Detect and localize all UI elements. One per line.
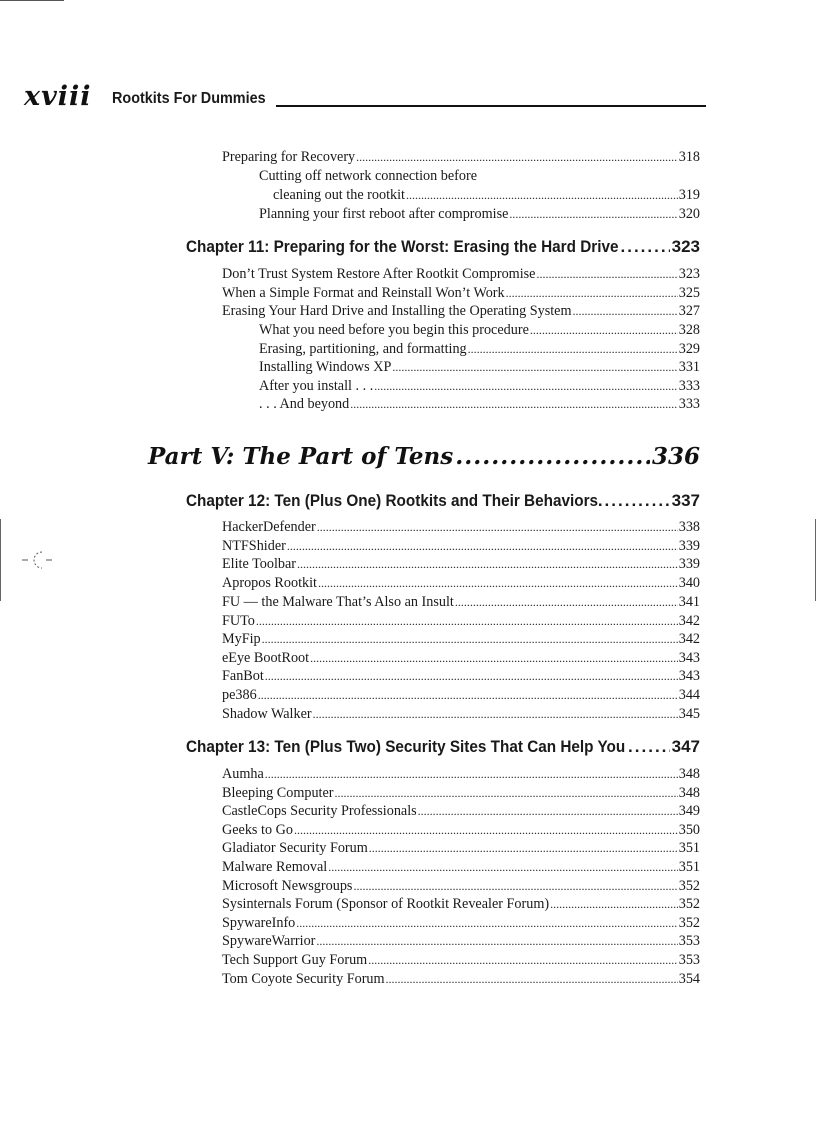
leader-dots xyxy=(550,895,678,913)
entry-title: NTFShider xyxy=(222,538,286,554)
leader-dots xyxy=(297,555,678,573)
entry-page: 353 xyxy=(678,952,700,968)
entry-page: 325 xyxy=(678,285,700,301)
entry-title: . . . And beyond xyxy=(259,396,350,412)
toc-entry[interactable] xyxy=(222,667,700,685)
toc-entry[interactable] xyxy=(273,186,700,204)
entry-page: 341 xyxy=(678,594,700,610)
registration-mark-icon xyxy=(22,548,66,572)
entry-title: After you install . . . xyxy=(259,378,374,394)
toc-entry[interactable] xyxy=(222,877,700,895)
header-rule xyxy=(276,105,706,107)
entry-title: CastleCops Security Professionals xyxy=(222,803,417,819)
toc-entry[interactable] xyxy=(259,358,700,376)
leader-dots xyxy=(468,340,678,358)
leader-dots xyxy=(509,205,677,223)
entry-title: Cutting off network connection before xyxy=(259,168,478,184)
entry-page: 344 xyxy=(678,687,700,703)
entry-page: 338 xyxy=(678,519,700,535)
entry-page: 339 xyxy=(678,556,700,572)
leader-dots xyxy=(406,186,678,204)
toc-entry xyxy=(259,167,700,185)
leader-dots xyxy=(368,951,678,969)
entry-title: Bleeping Computer xyxy=(222,785,334,801)
toc-entry[interactable] xyxy=(222,970,700,988)
entry-title: pe386 xyxy=(222,687,257,703)
entry-page: 348 xyxy=(678,766,700,782)
toc-entry[interactable] xyxy=(222,284,700,302)
crop-mark-top xyxy=(0,0,64,1)
entry-page: 339 xyxy=(678,538,700,554)
entry-title: FUTo xyxy=(222,613,255,629)
toc-entry[interactable] xyxy=(259,321,700,339)
entry-title: FU — the Malware That’s Also an Insult xyxy=(222,594,454,610)
toc-entry[interactable] xyxy=(222,265,700,283)
toc-entry[interactable] xyxy=(222,302,700,320)
entry-page: 348 xyxy=(678,785,700,801)
leader-dots xyxy=(418,802,678,820)
toc-entry[interactable] xyxy=(222,951,700,969)
entry-title: Microsoft Newsgroups xyxy=(222,878,353,894)
entry-title: When a Simple Format and Reinstall Won’t Work xyxy=(222,285,505,301)
leader-dots xyxy=(350,395,677,413)
toc-entry[interactable] xyxy=(222,649,700,667)
leader-dots xyxy=(317,518,678,536)
entry-title: SpywareWarrior xyxy=(222,933,316,949)
leader-dots xyxy=(621,236,670,258)
toc-entry[interactable] xyxy=(222,612,700,630)
chapter-11-heading[interactable] xyxy=(186,236,700,258)
chapter-title: Chapter 12: Ten (Plus One) Rootkits and Their Behaviors xyxy=(186,491,599,510)
leader-dots xyxy=(265,667,678,685)
leader-dots xyxy=(310,649,678,667)
entry-page: 320 xyxy=(678,206,700,222)
entry-title: SpywareInfo xyxy=(222,915,296,931)
leader-dots xyxy=(294,821,678,839)
leader-dots xyxy=(335,784,678,802)
toc-entry[interactable] xyxy=(222,705,700,723)
page-header xyxy=(24,82,706,112)
leader-dots xyxy=(628,736,670,758)
entry-page: 343 xyxy=(678,650,700,666)
part-title: Part V: The Part of Tens xyxy=(148,443,454,470)
leader-dots xyxy=(386,970,678,988)
leader-dots xyxy=(318,574,678,592)
entry-title: Gladiator Security Forum xyxy=(222,840,368,856)
entry-page: 327 xyxy=(678,303,700,319)
entry-page: 352 xyxy=(678,878,700,894)
entry-title: Tom Coyote Security Forum xyxy=(222,971,385,987)
leader-dots xyxy=(265,765,678,783)
leader-dots xyxy=(258,686,678,704)
entry-page: 353 xyxy=(678,933,700,949)
toc-entry[interactable] xyxy=(222,839,700,857)
entry-page: 343 xyxy=(678,668,700,684)
toc-entry[interactable] xyxy=(222,537,700,555)
toc-entry[interactable] xyxy=(222,821,700,839)
leader-dots xyxy=(369,839,678,857)
entry-page: 351 xyxy=(678,840,700,856)
entry-page: 352 xyxy=(678,896,700,912)
chapter-page: 337 xyxy=(671,491,700,510)
part-5-heading[interactable] xyxy=(148,442,700,472)
entry-title: eEye BootRoot xyxy=(222,650,310,666)
entry-page: 351 xyxy=(678,859,700,875)
leader-dots xyxy=(536,265,677,283)
leader-dots xyxy=(573,302,678,320)
entry-title: HackerDefender xyxy=(222,519,316,535)
entry-page: 342 xyxy=(678,631,700,647)
chapter-title: Chapter 11: Preparing for the Worst: Erasing the Hard Drive xyxy=(186,237,619,256)
chapter-page: 323 xyxy=(671,237,700,256)
entry-page: 323 xyxy=(678,266,700,282)
part-page: 336 xyxy=(651,443,700,470)
leader-dots xyxy=(356,148,678,166)
leader-dots xyxy=(328,858,678,876)
chapter-page: 347 xyxy=(671,737,700,756)
toc-entry[interactable] xyxy=(259,205,700,223)
toc-entry[interactable] xyxy=(222,593,700,611)
toc-entry[interactable] xyxy=(222,686,700,704)
entry-page: 350 xyxy=(678,822,700,838)
leader-dots xyxy=(262,630,678,648)
entry-title: Apropos Rootkit xyxy=(222,575,317,591)
entry-title: Don’t Trust System Restore After Rootkit Compromise xyxy=(222,266,536,282)
toc-entry[interactable] xyxy=(259,395,700,413)
crop-mark-left xyxy=(0,519,1,601)
entry-title: Aumha xyxy=(222,766,264,782)
entry-title: Preparing for Recovery xyxy=(222,149,356,165)
toc-entry[interactable] xyxy=(222,630,700,648)
toc-entry[interactable] xyxy=(222,802,700,820)
entry-page: 333 xyxy=(678,396,700,412)
leader-dots xyxy=(296,914,677,932)
entry-page: 318 xyxy=(678,149,700,165)
leader-dots xyxy=(506,284,678,302)
leader-dots xyxy=(530,321,678,339)
toc-entry[interactable] xyxy=(222,555,700,573)
entry-page: 319 xyxy=(678,187,700,203)
entry-title: MyFip xyxy=(222,631,261,647)
book-title: Rootkits For Dummies xyxy=(112,90,266,107)
entry-title: Malware Removal xyxy=(222,859,328,875)
entry-title: Shadow Walker xyxy=(222,706,312,722)
toc-entry[interactable] xyxy=(222,784,700,802)
leader-dots xyxy=(374,377,677,395)
entry-title: What you need before you begin this procedure xyxy=(259,322,529,338)
entry-title: Sysinternals Forum (Sponsor of Rootkit Revealer Forum) xyxy=(222,896,550,912)
toc-entry[interactable] xyxy=(222,858,700,876)
chapter-13-heading[interactable] xyxy=(186,736,700,758)
toc-entry[interactable] xyxy=(222,932,700,950)
entry-page: 345 xyxy=(678,706,700,722)
entry-page: 331 xyxy=(678,359,700,375)
entry-title: FanBot xyxy=(222,668,264,684)
chapter-title: Chapter 13: Ten (Plus Two) Security Sites That Can Help You xyxy=(186,737,626,756)
leader-dots xyxy=(313,705,678,723)
leader-dots xyxy=(455,593,678,611)
entry-page: 328 xyxy=(678,322,700,338)
toc-entry[interactable] xyxy=(259,340,700,358)
entry-page: 333 xyxy=(678,378,700,394)
entry-title: cleaning out the rootkit xyxy=(273,187,405,203)
entry-page: 342 xyxy=(678,613,700,629)
entry-title: Erasing Your Hard Drive and Installing the Operating System xyxy=(222,303,572,319)
toc-entry[interactable] xyxy=(259,377,700,395)
entry-page: 340 xyxy=(678,575,700,591)
toc-entry[interactable] xyxy=(222,518,700,536)
entry-title: Elite Toolbar xyxy=(222,556,296,572)
entry-page: 349 xyxy=(678,803,700,819)
entry-title: Planning your first reboot after compromise xyxy=(259,206,509,222)
page-number: xviii xyxy=(24,81,92,112)
entry-page: 352 xyxy=(678,915,700,931)
leader-dots xyxy=(256,612,678,630)
entry-page: 329 xyxy=(678,341,700,357)
leader-dots xyxy=(287,537,678,555)
leader-dots xyxy=(353,877,677,895)
toc-entry[interactable] xyxy=(222,574,700,592)
leader-dots xyxy=(598,490,670,512)
chapter-12-heading[interactable] xyxy=(186,490,700,512)
entry-page: 354 xyxy=(678,971,700,987)
leader-dots xyxy=(392,358,677,376)
toc-entry[interactable] xyxy=(222,914,700,932)
toc-entry[interactable] xyxy=(222,895,700,913)
leader-dots xyxy=(316,932,677,950)
leader-dots xyxy=(455,442,650,472)
entry-title: Installing Windows XP xyxy=(259,359,392,375)
toc-entry[interactable] xyxy=(222,765,700,783)
entry-title: Tech Support Guy Forum xyxy=(222,952,368,968)
entry-title: Geeks to Go xyxy=(222,822,293,838)
toc-entry[interactable] xyxy=(222,148,700,166)
entry-title: Erasing, partitioning, and formatting xyxy=(259,341,467,357)
